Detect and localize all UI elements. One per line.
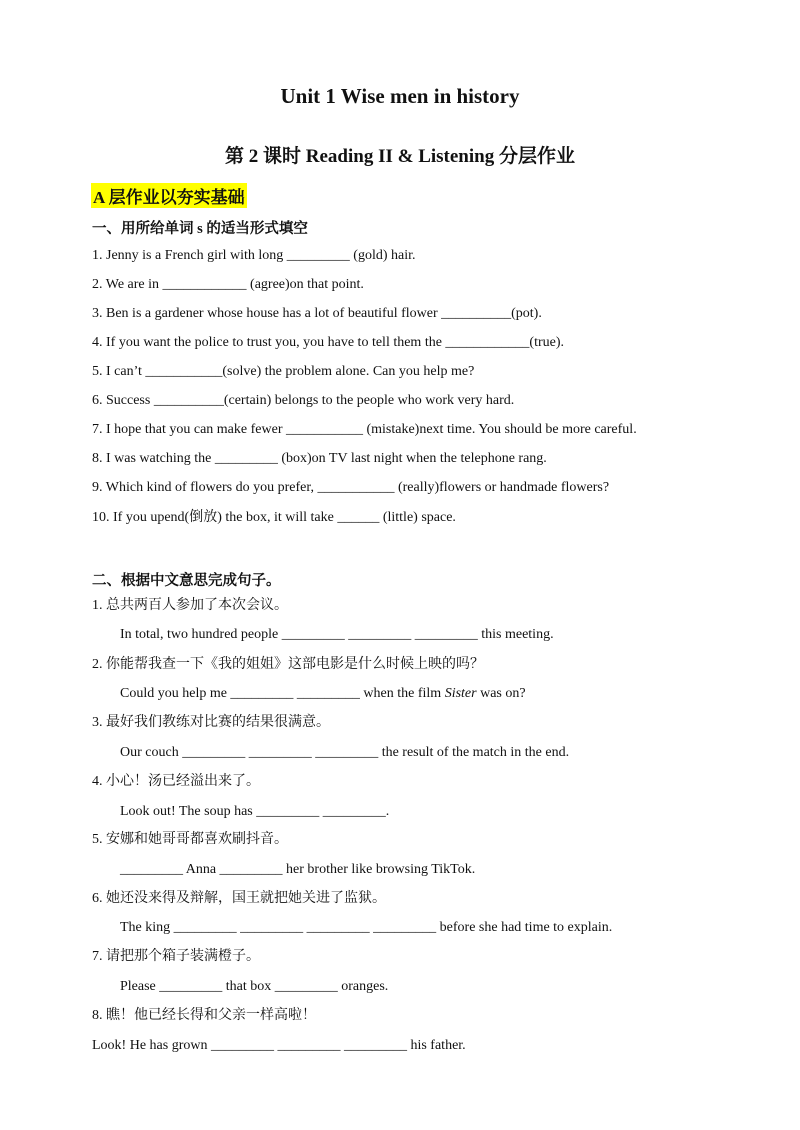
part2-item-cn: 2. 你能帮我查一下《我的姐姐》这部电影是什么时候上映的吗？ — [92, 657, 484, 672]
part2-item-cn: 4. 小心！汤已经溢出来了。 — [92, 774, 260, 789]
film-title: Sister — [444, 686, 477, 701]
part2-heading: 二、根据中文意思完成句子。 — [92, 573, 281, 589]
page-subtitle: 第 2 课时 Reading II & Listening 分层作业 — [225, 146, 575, 167]
part2-item-en: The king _________ _________ _________ _________ before she had time to explain. — [120, 920, 613, 935]
part1-item: 6. Success __________(certain) belongs to the people who work very hard. — [92, 393, 515, 408]
part2-item-en: Please _________ that box _________ oranges. — [120, 979, 389, 994]
part2-item-cn: 5. 安娜和她哥哥都喜欢刷抖音。 — [92, 832, 288, 847]
part1-item: 2. We are in ____________ (agree)on that point. — [92, 277, 364, 292]
part1-item: 5. I can’t ___________(solve) the problem alone. Can you help me? — [92, 364, 475, 379]
sentence-text: Could you help me _________ _________ when the film — [120, 686, 445, 701]
page-title: Unit 1 Wise men in history — [280, 84, 520, 108]
sentence-text: was on? — [476, 686, 526, 701]
part2-item-cn: 1. 总共两百人参加了本次会议。 — [92, 598, 288, 613]
part2-item-en: Our couch _________ _________ _________ the result of the match in the end. — [120, 745, 570, 760]
part2-item-en — [120, 685, 526, 703]
part1-item: 9. Which kind of flowers do you prefer, ___________ (really)flowers or handmade flowers? — [92, 480, 610, 495]
part1-item: 10. If you upend(倒放) the box, it will take ______ (little) space. — [92, 510, 456, 525]
part1-item: 4. If you want the police to trust you, you have to tell them the ____________(true). — [92, 335, 565, 350]
part2-item-en: Look out! The soup has _________ _________. — [120, 804, 390, 819]
part1-heading: 一、用所给单词 s 的适当形式填空 — [92, 221, 308, 237]
part2-item-cn: 7. 请把那个箱子装满橙子。 — [92, 949, 260, 964]
part1-item: 3. Ben is a gardener whose house has a lot of beautiful flower __________(pot). — [92, 306, 542, 321]
part2-item-cn: 3. 最好我们教练对比赛的结果很满意。 — [92, 715, 330, 730]
part1-item: 7. I hope that you can make fewer ___________ (mistake)next time. You should be more careful. — [92, 422, 637, 437]
part1-item: 8. I was watching the _________ (box)on TV last night when the telephone rang. — [92, 451, 547, 466]
part2-item-cn: 6. 她还没来得及辩解，国王就把她关进了监狱。 — [92, 891, 386, 906]
part2-item-en: In total, two hundred people _________ _________ _________ this meeting. — [120, 627, 554, 642]
level-a-heading: A 层作业以夯实基础 — [91, 183, 247, 208]
part2-item-cn: 8. 瞧！他已经长得和父亲一样高啦！ — [92, 1008, 316, 1023]
part1-item: 1. Jenny is a French girl with long _________ (gold) hair. — [92, 248, 416, 263]
part2-item-en: _________ Anna _________ her brother like browsing TikTok. — [120, 862, 476, 877]
part2-item-en: Look! He has grown _________ _________ _________ his father. — [92, 1038, 466, 1053]
